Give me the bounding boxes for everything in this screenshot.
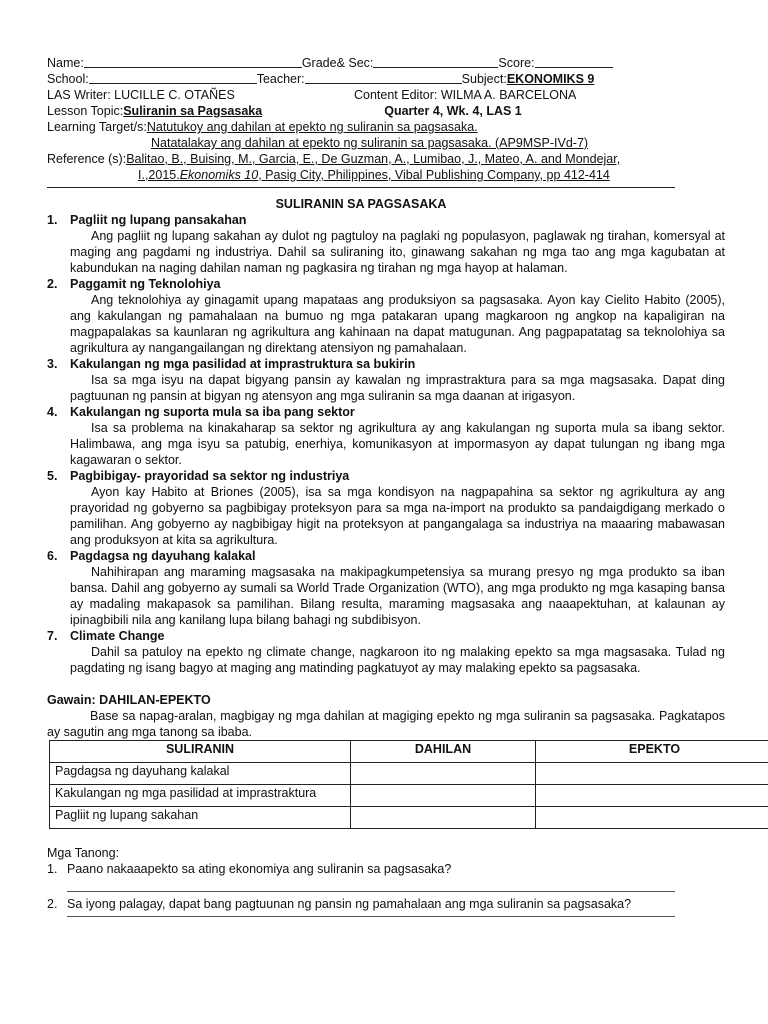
section-heading: Paggamit ng Teknolohiya — [70, 277, 221, 291]
section-text: Ayon kay Habito at Briones (2005), isa sa mga kondisyon na nagpapahina sa sektor ng agrikultura ay ang prayoridad ng gobyerno sa pagbibigay proteksyon para sa mga na-import na produkto sa pandaigdigang merkado o pamilihan. Ang gobyerno ay nagbibigay higit na proteksyon at pangangalaga sa industriya na maaaring mabawasan ang produksyon at kita sa agrikultura. — [70, 485, 725, 547]
section-number: 6. — [47, 549, 58, 563]
answer-line-1[interactable] — [67, 877, 675, 892]
table-cell-dahilan[interactable] — [351, 807, 536, 829]
reference-row-2 — [47, 167, 725, 183]
topic-value: Suliranin sa Pagsasaka — [123, 104, 263, 118]
section-text: Ang teknolohiya ay ginagamit upang mapataas ang produksiyon sa pagsasaka. Ayon kay Cielito Habito (2005), ang kakulangan ng pamahalaan na bumuo ng mga patakaran upang magkaroon ng angkop na kapaligiran na magpapalakas sa kaunlaran ng agrikultura ang kahinaan na dapat matugunan. Ang pagpapatatag sa teknolohiya sa agrikultura ay nangangailangan ng direktang atensiyon ng pamahalaan. — [70, 293, 725, 355]
school-label: School: — [47, 72, 89, 86]
section-1 — [47, 212, 725, 276]
reference-row-1 — [47, 151, 725, 167]
question-text: Sa iyong palagay, dapat bang pagtuunan ng pansin ng pamahalaan ang mga suliranin sa pagsasaka? — [67, 897, 632, 911]
target-2: Natatalakay ang dahilan at epekto ng suliranin sa pagsasaka. (AP9MSP-IVd-7) — [151, 136, 589, 150]
task-heading: Gawain: DAHILAN-EPEKTO — [47, 693, 211, 707]
section-number: 3. — [47, 357, 58, 371]
section-text: Ang pagliit ng lupang sakahan ay dulot ng pagtuloy na paglaki ng populasyon, paglawak ng tirahan, komersyal at maging ang pagdami ng industriya. Dahil sa suliraning ito, ginawang sakahan ng mga tao ang mga kagubatan at kabundukan na naging dahilan naman ng pagkasira ng tirahan ng mga hayop at halaman. — [70, 229, 725, 275]
grade-label: Grade& Sec: — [301, 56, 374, 70]
question-number: 2. — [47, 897, 58, 911]
section-heading: Climate Change — [70, 629, 165, 643]
quarter-label: Quarter 4, Wk. 4, LAS 1 — [384, 104, 522, 118]
section-heading: Kakulangan ng mga pasilidad at imprastruktura sa bukirin — [70, 357, 416, 371]
section-text: Isa sa mga isyu na dapat bigyang pansin ay kawalan ng imprastraktura para sa mga magsasaka. Dapat ding pagtuunan ng pansin at bigyan ng atensyon ang mga suliranin sa mga daanan at irigasyon. — [70, 373, 725, 403]
section-heading: Pagliit ng lupang pansakahan — [70, 213, 247, 227]
target-row-2 — [47, 135, 725, 151]
school-blank[interactable] — [89, 71, 257, 84]
grade-blank[interactable] — [373, 55, 498, 68]
column-header-suliranin: SULIRANIN — [50, 741, 351, 763]
header-row-2 — [47, 71, 725, 87]
reference-2a: I.,2015. — [138, 168, 180, 182]
section-text: Dahil sa patuloy na epekto ng climate change, nagkaroon ito ng malaking epekto sa mga magsasaka. Tulad ng pagdating ng isang bagyo at maging ang matinding pagkatuyot ay may malaking epekto sa pagsasaka. — [70, 645, 725, 675]
table-row — [50, 807, 768, 829]
subject-label: Subject: — [461, 72, 507, 86]
section-7 — [47, 628, 725, 676]
section-number: 4. — [47, 405, 58, 419]
table-cell-epekto[interactable] — [536, 785, 768, 807]
target-row-1 — [47, 119, 725, 135]
column-header-epekto: EPEKTO — [536, 741, 768, 763]
section-number: 1. — [47, 213, 58, 227]
subject-value: EKONOMIKS 9 — [506, 72, 595, 86]
worksheet — [47, 55, 725, 917]
question-number: 1. — [47, 862, 58, 876]
question-text: Paano nakaaapekto sa ating ekonomiya ang suliranin sa pagsasaka? — [67, 862, 452, 876]
reference-2b: Ekonomiks 10 — [179, 168, 259, 182]
section-heading: Pagbibigay- prayoridad sa sektor ng industriya — [70, 469, 350, 483]
table-header-row — [50, 741, 768, 763]
section-heading: Kakulangan ng suporta mula sa iba pang sektor — [70, 405, 355, 419]
score-label: Score: — [498, 56, 535, 70]
name-label: Name: — [47, 56, 84, 70]
score-blank[interactable] — [535, 55, 613, 68]
table-cell-dahilan[interactable] — [351, 763, 536, 785]
divider — [47, 187, 675, 188]
table-cell-dahilan[interactable] — [351, 785, 536, 807]
page-title: SULIRANIN SA PAGSASAKA — [275, 197, 447, 211]
table-cell-suliranin: Pagdagsa ng dayuhang kalakal — [50, 763, 351, 785]
content-editor: Content Editor: WILMA A. BARCELONA — [354, 88, 577, 102]
teacher-blank[interactable] — [305, 71, 462, 84]
las-writer: LAS Writer: LUCILLE C. OTAÑES — [47, 88, 235, 102]
cause-effect-table — [49, 740, 768, 829]
reference-2c: , Pasig City, Philippines, Vibal Publishing Company, pp 412-414 — [258, 168, 610, 182]
header-row-1 — [47, 55, 725, 71]
target-label: Learning Target/s: — [47, 120, 147, 134]
teacher-label: Teacher: — [256, 72, 305, 86]
table-row — [50, 785, 768, 807]
reference-1: Balitao, B., Buising, M., Garcia, E., De Guzman, A., Lumibao, J., Mateo, A. and Mondejar, — [126, 152, 621, 166]
target-1: Natutukoy ang dahilan at epekto ng suliranin sa pagsasaka. — [146, 120, 478, 134]
question-1 — [47, 861, 725, 877]
answer-line-2[interactable] — [67, 912, 675, 917]
section-text: Nahihirapan ang maraming magsasaka na makipagkumpetensiya sa murang presyo ng mga produkto sa iban bansa. Dahil ang gobyerno ay sumali sa World Trade Organization (WTO), ang mga produkto ng mga kasaping bansa ay madaling makapasok sa pamilihan. Bilang resulta, maraming magsasaka ang naaapektuhan, at kalaunan ay ipinagbibili nila ang kanilang lupa bilang bahagi ng subdibisyon. — [70, 565, 725, 627]
table-cell-epekto[interactable] — [536, 807, 768, 829]
header-row-4 — [47, 103, 725, 119]
column-header-dahilan: DAHILAN — [351, 741, 536, 763]
section-number: 5. — [47, 469, 58, 483]
task-instruction: Base sa napag-aralan, magbigay ng mga dahilan at magiging epekto ng mga suliranin sa pagsasaka. Pagkatapos ay sagutin ang mga tanong sa ibaba. — [47, 709, 725, 739]
section-number: 7. — [47, 629, 58, 643]
section-6 — [47, 548, 725, 628]
header-row-3 — [47, 87, 725, 103]
reference-label: Reference (s): — [47, 152, 127, 166]
section-2 — [47, 276, 725, 356]
section-4 — [47, 404, 725, 468]
questions-heading: Mga Tanong: — [47, 846, 120, 860]
table-row — [50, 763, 768, 785]
table-cell-epekto[interactable] — [536, 763, 768, 785]
section-5 — [47, 468, 725, 548]
section-3 — [47, 356, 725, 404]
section-heading: Pagdagsa ng dayuhang kalakal — [70, 549, 256, 563]
section-number: 2. — [47, 277, 58, 291]
topic-label: Lesson Topic: — [47, 104, 124, 118]
table-cell-suliranin: Pagliit ng lupang sakahan — [50, 807, 351, 829]
section-text: Isa sa problema na kinakaharap sa sektor ng agrikultura ay ang kakulangan ng suporta mula sa ibang sektor. Halimbawa, ang mga isyu sa patubig, enerhiya, komunikasyon at impormasyon ay dapat tulungan ng ibang mga kagawaran o sektor. — [70, 421, 725, 467]
table-cell-suliranin: Kakulangan ng mga pasilidad at imprastraktura — [50, 785, 351, 807]
name-blank[interactable] — [84, 55, 302, 68]
question-2 — [47, 896, 725, 912]
